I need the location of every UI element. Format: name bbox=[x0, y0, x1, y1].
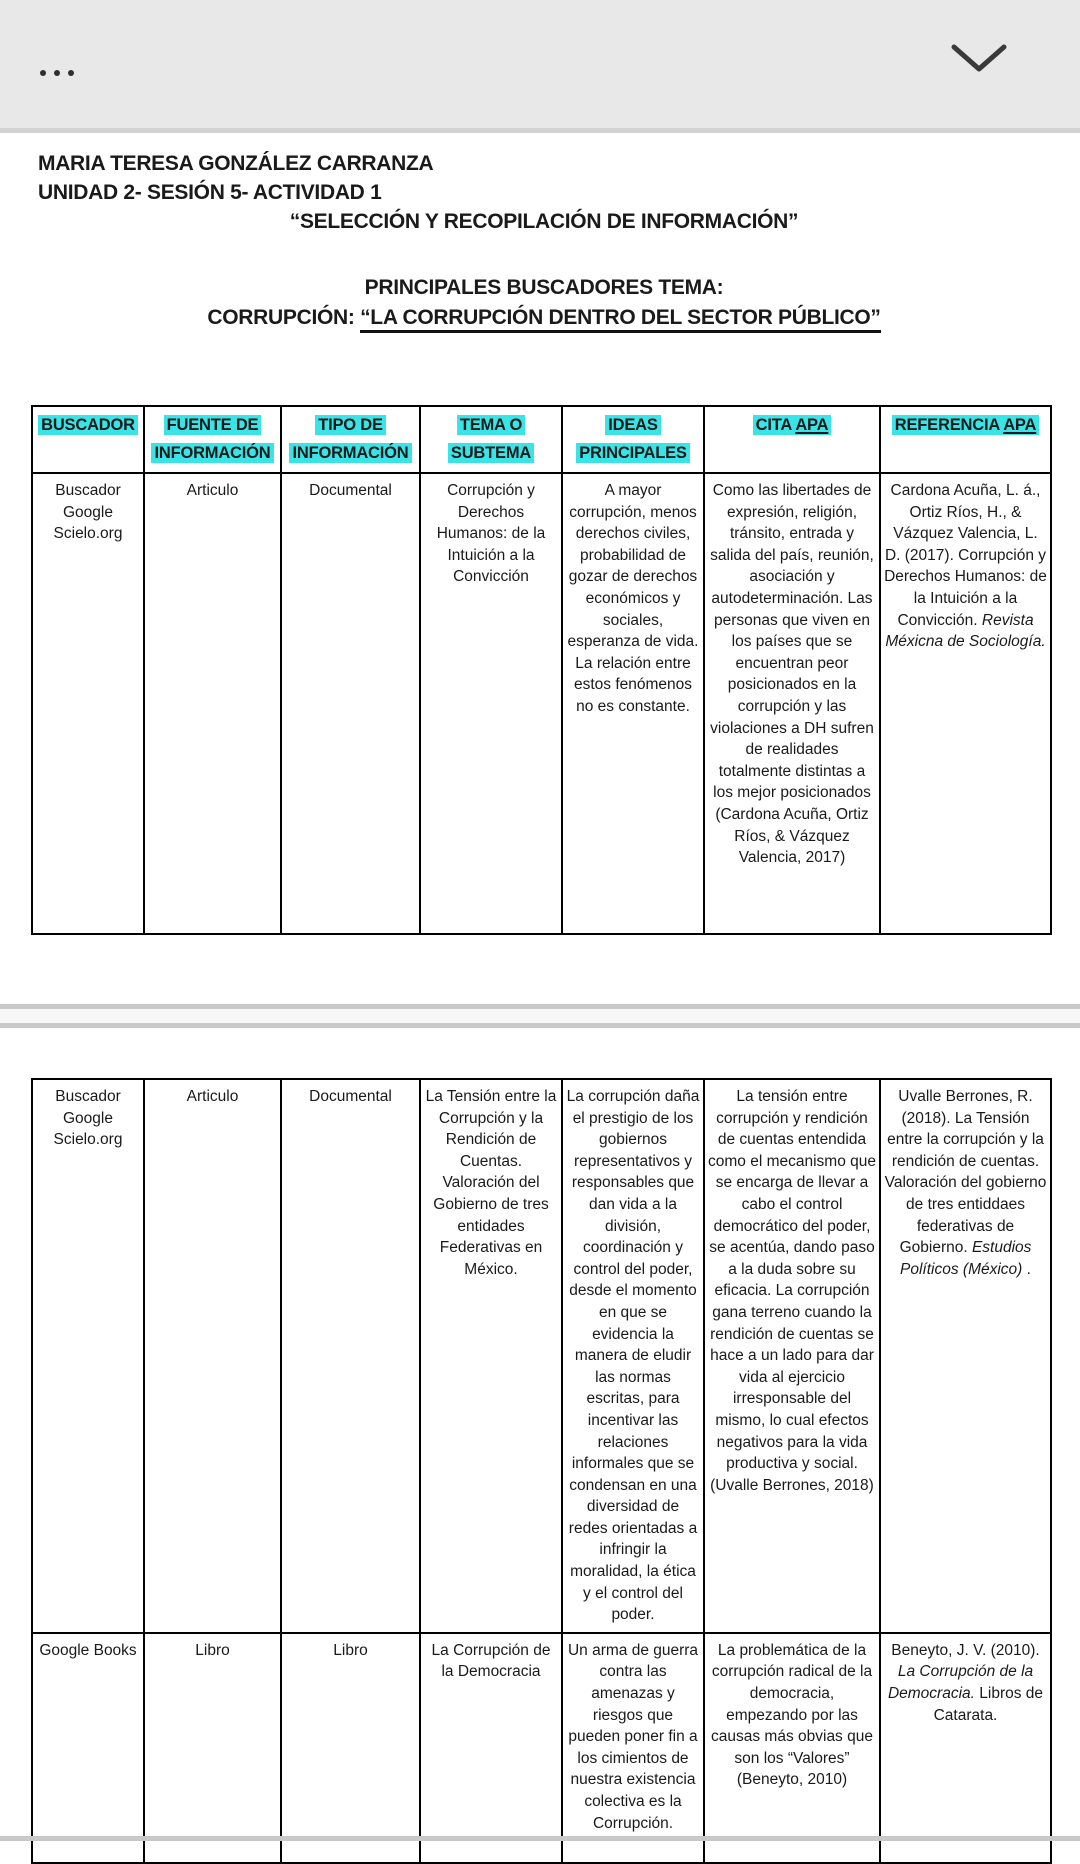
column-header-buscador: BUSCADOR bbox=[32, 406, 144, 473]
column-header-tipo-de-informacion: TIPO DE INFORMACIÓN bbox=[281, 406, 420, 473]
topic-heading: PRINCIPALES BUSCADORES TEMA: bbox=[364, 276, 724, 299]
cell-referencia-apa: Beneyto, J. V. (2010). La Corrupción de la Democracia. Libros de Catarata. bbox=[880, 1633, 1051, 1863]
cell-cita-apa: La tensión entre corrupción y rendición de cuentas entendida como el mecanismo que se encarga de llevar a cabo el control democrático del poder, se acentúa, dando paso a la duda sobre su eficacia. La corrupción gana terreno cuando la rendición de cuentas se hace a un lado para dar vida al ejercicio irresponsable del mismo, lo cual efectos negativos para la vida productiva y social. (Uvalle Berrones, 2018) bbox=[704, 1079, 880, 1633]
cell-buscador: Buscador Google Scielo.org bbox=[32, 473, 144, 934]
column-header-cita-apa: CITA APA bbox=[704, 406, 880, 473]
document-page-2 bbox=[0, 1078, 1080, 1864]
column-header-fuente-de-informacion: FUENTE DE INFORMACIÓN bbox=[144, 406, 281, 473]
page-break-divider bbox=[0, 1004, 1080, 1028]
table-header-row bbox=[32, 406, 1051, 473]
topic-quoted: “LA CORRUPCIÓN DENTRO DEL SECTOR PÚBLICO” bbox=[360, 306, 881, 333]
topic-line bbox=[38, 303, 1050, 333]
cell-ideas-principales: Un arma de guerra contra las amenazas y riesgos que pueden poner fin a los cimientos de nuestra existencia colectiva es la Corrupción. bbox=[562, 1633, 704, 1863]
column-header-ideas-principales: IDEAS PRINCIPALES bbox=[562, 406, 704, 473]
cell-tema-o-subtema: La Corrupción de la Democracia bbox=[420, 1633, 562, 1863]
cell-fuente-de-informacion: Articulo bbox=[144, 473, 281, 934]
cell-referencia-apa: Cardona Acuña, L. á., Ortiz Ríos, H., & Vázquez Valencia, L. D. (2017). Corrupción y Derechos Humanos: de la Intuición a la Convicción. Revista Méxicna de Sociología. bbox=[880, 473, 1051, 934]
column-header-referencia-apa: REFERENCIA APA bbox=[880, 406, 1051, 473]
document-toolbar bbox=[0, 0, 1080, 133]
cell-buscador: Google Books bbox=[32, 1633, 144, 1863]
topic-prefix: CORRUPCIÓN: bbox=[207, 306, 361, 329]
document-page-1 bbox=[0, 149, 1080, 935]
subtitle: “SELECCIÓN Y RECOPILACIÓN DE INFORMACIÓN” bbox=[289, 210, 799, 233]
cell-fuente-de-informacion: Articulo bbox=[144, 1079, 281, 1633]
cell-tema-o-subtema: La Tensión entre la Corrupción y la Rendición de Cuentas. Valoración del Gobierno de tres entidades Federativas en México. bbox=[420, 1079, 562, 1633]
cell-buscador: Buscador Google Scielo.org bbox=[32, 1079, 144, 1633]
table-header-row bbox=[32, 406, 1051, 473]
cell-tema-o-subtema: Corrupción y Derechos Humanos: de la Intuición a la Convicción bbox=[420, 473, 562, 934]
cell-ideas-principales: La corrupción daña el prestigio de los gobiernos representativos y responsables que dan vida a la división, coordinación y control del poder, desde el momento en que se evidencia la manera de eludir las normas escritas, para incentivar las relaciones informales que se condensan en una diversidad de redes orientadas a infringir la moralidad, la ética y el control del poder. bbox=[562, 1079, 704, 1633]
sources-table-page-2 bbox=[31, 1078, 1052, 1864]
cell-cita-apa: Como las libertades de expresión, religión, tránsito, entrada y salida del país, reunión, asociación y autodeterminación. Las personas que viven en los países que se encuentran peor posicionados en la corrupción y las violaciones a DH sufren de realidades totalmente distintas a los mejor posicionados (Cardona Acuña, Ortiz Ríos, & Vázquez Valencia, 2017) bbox=[704, 473, 880, 934]
column-header-tema-o-subtema: TEMA O SUBTEMA bbox=[420, 406, 562, 473]
cell-tipo-de-informacion: Libro bbox=[281, 1633, 420, 1863]
table-row bbox=[32, 1079, 1051, 1633]
cell-cita-apa: La problemática de la corrupción radical de la democracia, empezando por las causas más obvias que son los “Valores” (Beneyto, 2010) bbox=[704, 1633, 880, 1863]
cell-fuente-de-informacion: Libro bbox=[144, 1633, 281, 1863]
cell-tipo-de-informacion: Documental bbox=[281, 473, 420, 934]
page-break-line bbox=[0, 1023, 1080, 1028]
sources-table-page-1 bbox=[31, 405, 1052, 935]
cell-tipo-de-informacion: Documental bbox=[281, 1079, 420, 1633]
more-options-icon[interactable] bbox=[40, 70, 74, 76]
page-break-divider-bottom bbox=[0, 1836, 1080, 1841]
page-break-gap bbox=[0, 1009, 1080, 1023]
table-row bbox=[32, 473, 1051, 934]
cell-referencia-apa: Uvalle Berrones, R. (2018). La Tensión entre la corrupción y la rendición de cuentas. Valoración del gobierno de tres entiddaes federativas de Gobierno. Estudios Políticos (México) . bbox=[880, 1079, 1051, 1633]
table-row bbox=[32, 1633, 1051, 1863]
chevron-down-icon[interactable] bbox=[950, 42, 1008, 76]
unit-line: UNIDAD 2- SESIÓN 5- ACTIVIDAD 1 bbox=[38, 181, 382, 204]
cell-ideas-principales: A mayor corrupción, menos derechos civiles, probabilidad de gozar de derechos económicos y sociales, esperanza de vida. La relación entre estos fenómenos no es constante. bbox=[562, 473, 704, 934]
author-line: MARIA TERESA GONZÁLEZ CARRANZA bbox=[38, 152, 434, 175]
